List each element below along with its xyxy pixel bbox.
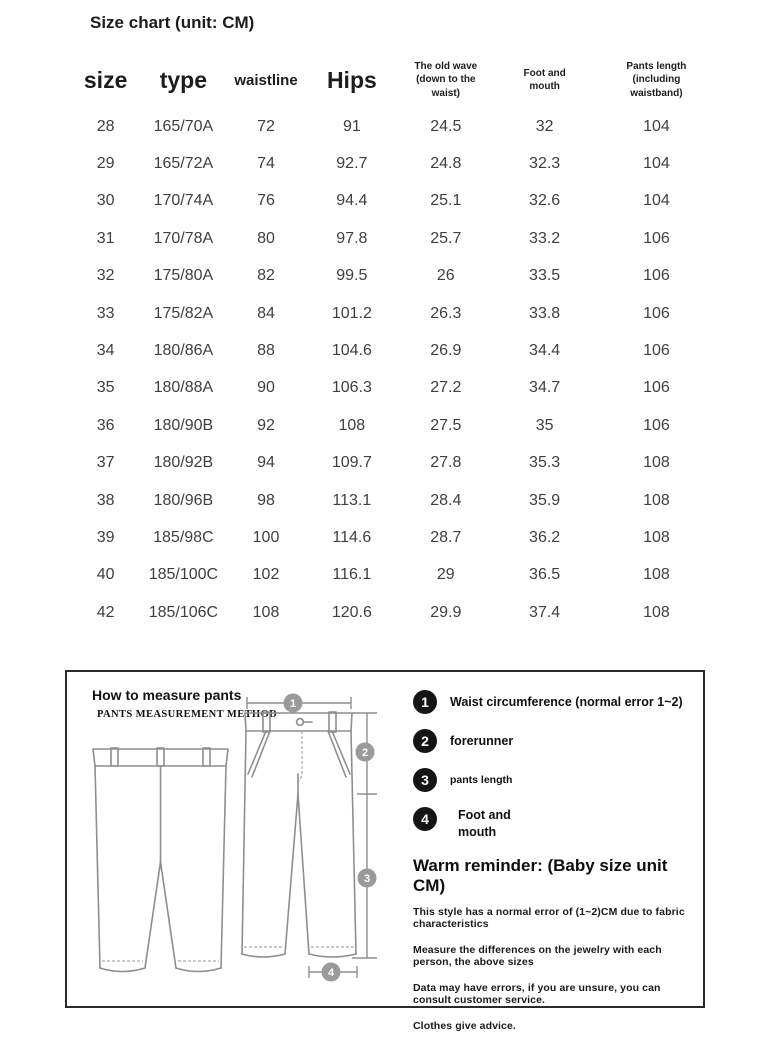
reminder-heading: Warm reminder: (Baby size unit CM)	[413, 855, 668, 895]
fly-stitch	[296, 731, 302, 783]
legend-item	[413, 729, 697, 753]
table-cell: 106	[643, 267, 670, 285]
pants-outline	[95, 766, 100, 968]
table-cell: 98	[257, 491, 275, 509]
table-cell: 35	[96, 379, 115, 397]
measure-right-column	[413, 690, 697, 1046]
table-cell: 33	[96, 304, 115, 322]
table-cell: 170/74A	[153, 192, 214, 210]
table-cell: 32	[96, 267, 115, 285]
table-cell: 94	[257, 454, 275, 472]
table-cell: 185/98C	[153, 528, 214, 546]
table-cell: 108	[338, 416, 366, 434]
table-cell: 76	[257, 192, 275, 210]
table-cell: 104.6	[331, 342, 372, 360]
table-cell: 35	[535, 416, 554, 434]
table-cell: 24.5	[430, 117, 462, 135]
table-cell: 34.7	[529, 379, 561, 397]
table-row	[70, 594, 718, 631]
pants-inner-seam	[298, 794, 309, 954]
table-cell: 30	[96, 192, 115, 210]
legend-label: forerunner	[450, 733, 514, 748]
table-cell: 106	[643, 416, 670, 434]
column-header: The old wave (down to the waist)	[414, 60, 478, 99]
table-cell: 114.6	[332, 528, 372, 546]
reminder-line: Measure the differences on the jewelry with each person, the above sizes	[413, 943, 662, 968]
column-header: Hips	[326, 66, 377, 93]
table-cell: 108	[643, 491, 670, 509]
table-cell: 29	[96, 155, 115, 173]
table-row	[70, 295, 718, 332]
table-cell: 32.6	[529, 192, 561, 210]
reminder-line: This style has a normal error of (1~2)CM due to fabric characteristics	[413, 905, 685, 930]
pants-hem	[309, 954, 356, 957]
pants-outline	[351, 731, 356, 954]
table-cell: 88	[257, 342, 275, 360]
pants-hem	[242, 954, 285, 957]
table-cell: 36.2	[529, 528, 561, 546]
pants-inner-seam	[285, 794, 298, 954]
legend-item	[413, 768, 697, 792]
table-cell: 180/96B	[153, 491, 214, 509]
table-cell: 25.1	[430, 192, 462, 210]
table-cell: 109.7	[331, 454, 372, 472]
table-cell: 90	[257, 379, 275, 397]
table-cell: 37	[96, 454, 115, 472]
table-cell: 34.4	[529, 342, 561, 360]
table-cell: 185/106C	[148, 603, 219, 621]
pants-waistband	[93, 749, 228, 766]
legend-number-badge: 1	[413, 690, 437, 714]
table-cell: 116.1	[332, 566, 372, 584]
table-cell: 108	[643, 528, 670, 546]
table-cell: 165/72A	[153, 155, 214, 173]
belt-loop	[263, 712, 270, 732]
table-cell: 94.4	[336, 192, 368, 210]
size-table-body	[70, 108, 718, 631]
table-cell: 35.3	[529, 454, 561, 472]
table-cell: 25.7	[430, 229, 462, 247]
diagram-marker-1-label: 1	[289, 698, 297, 710]
table-cell: 102	[252, 566, 280, 584]
pants-outline	[221, 766, 226, 968]
table-cell: 26	[436, 267, 455, 285]
table-cell: 34	[96, 342, 115, 360]
table-cell: 180/90B	[153, 416, 214, 434]
table-cell: 120.6	[331, 603, 372, 621]
table-cell: 40	[96, 566, 115, 584]
table-row	[70, 370, 718, 407]
table-cell: 28.7	[430, 528, 462, 546]
table-cell: 101.2	[331, 304, 372, 322]
page-title: Size chart (unit: CM)	[90, 13, 255, 32]
table-cell: 28	[96, 117, 115, 135]
belt-loop	[157, 748, 164, 766]
table-row	[70, 407, 718, 444]
pocket-line	[248, 731, 266, 774]
measure-legend	[413, 690, 697, 841]
pants-inner-seam	[161, 862, 177, 968]
table-cell: 74	[257, 155, 275, 173]
legend-item	[413, 807, 697, 841]
table-cell: 175/80A	[153, 267, 214, 285]
table-cell: 24.8	[430, 155, 462, 173]
table-row	[70, 445, 718, 482]
reminder-lines	[413, 906, 697, 1032]
table-row	[70, 220, 718, 257]
table-cell: 42	[96, 603, 115, 621]
table-cell: 33.5	[529, 267, 561, 285]
table-cell: 29	[436, 566, 455, 584]
legend-label: Waist circumference (normal error 1~2)	[450, 694, 683, 709]
table-cell: 106	[643, 379, 670, 397]
table-cell: 26.3	[430, 304, 462, 322]
table-cell: 108	[252, 603, 280, 621]
reminder-line: Data may have errors, if you are unsure, you can consult customer service.	[413, 981, 661, 1006]
column-header: waistline	[234, 71, 298, 89]
table-row	[70, 108, 718, 145]
table-cell: 165/70A	[153, 117, 214, 135]
legend-number-badge: 4	[413, 807, 437, 831]
table-row	[70, 332, 718, 369]
diagram-marker-4-label: 4	[327, 967, 335, 979]
measurement-box	[65, 670, 705, 1032]
table-row	[70, 557, 718, 594]
table-cell: 82	[257, 267, 275, 285]
table-cell: 36.5	[529, 566, 561, 584]
table-cell: 92.7	[336, 155, 368, 173]
table-cell: 72	[257, 117, 275, 135]
table-row	[70, 519, 718, 556]
table-cell: 113.1	[332, 491, 372, 509]
legend-number-badge: 3	[413, 768, 437, 792]
table-cell: 35.9	[529, 491, 561, 509]
table-cell: 32	[535, 117, 554, 135]
table-row	[70, 183, 718, 220]
table-cell: 80	[257, 229, 275, 247]
table-cell: 180/92B	[153, 454, 214, 472]
table-cell: 31	[96, 229, 115, 247]
table-cell: 108	[643, 603, 670, 621]
size-table-head	[70, 52, 718, 108]
table-cell: 26.9	[430, 342, 462, 360]
legend-item	[413, 690, 697, 714]
table-row	[70, 258, 718, 295]
table-cell: 29.9	[430, 603, 462, 621]
pants-hem	[176, 968, 221, 972]
measure-heading: How to measure pants	[92, 687, 242, 703]
pocket-line	[328, 731, 346, 777]
table-cell: 106	[643, 229, 670, 247]
legend-label: pants length	[450, 773, 513, 786]
table-cell: 33.8	[529, 304, 561, 322]
warm-reminder	[413, 856, 697, 1032]
measure-subheading: PANTS MEASUREMENT METHOD	[97, 709, 278, 720]
belt-loop	[203, 748, 210, 766]
header-row	[70, 52, 718, 108]
column-header: Pants length (including waistband)	[626, 60, 687, 99]
pants-outline	[242, 731, 246, 954]
pants-diagram-plain-icon	[85, 740, 237, 986]
belt-loop	[111, 748, 118, 766]
pants-hem	[100, 968, 145, 972]
size-table	[70, 52, 718, 631]
table-cell: 106	[643, 304, 670, 322]
diagram-marker-2-label: 2	[361, 747, 369, 759]
table-cell: 180/86A	[153, 342, 214, 360]
table-cell: 104	[643, 117, 670, 135]
table-cell: 185/100C	[148, 566, 219, 584]
table-cell: 180/88A	[153, 379, 214, 397]
column-header: size	[83, 66, 128, 93]
pocket-line	[252, 731, 270, 777]
diagram-marker-3-label: 3	[363, 873, 371, 885]
table-cell: 106.3	[331, 379, 372, 397]
table-cell: 33.2	[529, 229, 561, 247]
table-cell: 108	[643, 566, 670, 584]
table-cell: 27.2	[430, 379, 462, 397]
table-cell: 32.3	[529, 155, 561, 173]
pocket-line	[332, 731, 350, 774]
table-cell: 170/78A	[153, 229, 214, 247]
table-cell: 99.5	[336, 267, 368, 285]
table-cell: 84	[257, 304, 275, 322]
table-row	[70, 482, 718, 519]
table-cell: 39	[96, 528, 115, 546]
table-cell: 38	[96, 491, 115, 509]
legend-label: Foot and mouth	[458, 808, 511, 839]
table-cell: 92	[257, 416, 275, 434]
table-cell: 104	[643, 155, 670, 173]
table-cell: 100	[252, 528, 280, 546]
table-cell: 97.8	[336, 229, 368, 247]
table-cell: 106	[643, 342, 670, 360]
table-cell: 175/82A	[153, 304, 214, 322]
table-cell: 37.4	[529, 603, 561, 621]
table-cell: 27.8	[430, 454, 462, 472]
belt-loop	[329, 712, 336, 732]
column-header: Foot and mouth	[523, 67, 566, 92]
pants-diagram-annotated-icon	[239, 682, 391, 986]
table-cell: 36	[96, 416, 115, 434]
column-header: type	[159, 66, 208, 93]
table-cell: 27.5	[430, 416, 462, 434]
table-cell: 28.4	[430, 491, 462, 509]
reminder-line: Clothes give advice.	[413, 1019, 516, 1032]
table-cell: 108	[643, 454, 670, 472]
legend-number-badge: 2	[413, 729, 437, 753]
table-row	[70, 145, 718, 182]
table-cell: 91	[342, 117, 361, 135]
table-cell: 104	[643, 192, 670, 210]
pants-inner-seam	[145, 862, 161, 968]
